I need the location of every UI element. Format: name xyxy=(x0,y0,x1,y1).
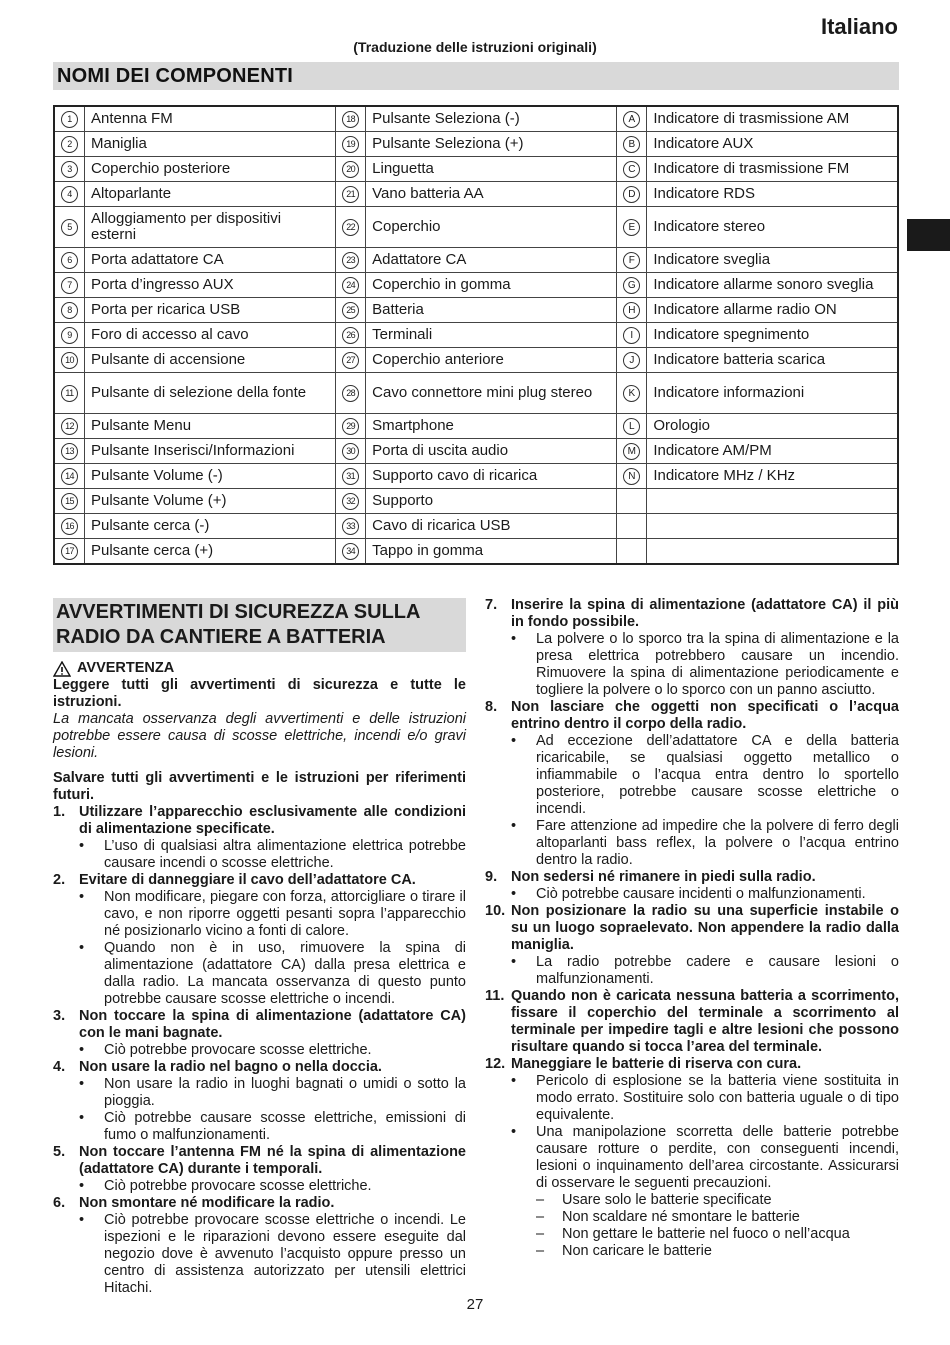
item-number: 2. xyxy=(53,872,66,888)
part-number-badge: 26 xyxy=(342,327,359,344)
part-number-cell xyxy=(617,439,647,464)
part-number-cell xyxy=(336,489,366,514)
bullet-point xyxy=(485,1124,899,1192)
part-name-cell: Tappo in gomma xyxy=(366,539,617,565)
bullet-icon: • xyxy=(511,1124,517,1140)
part-number-cell xyxy=(617,489,647,514)
components-row xyxy=(54,207,898,248)
document-subtitle: (Traduzione delle istruzioni originali) xyxy=(353,39,597,55)
bullet-point xyxy=(53,1178,466,1195)
part-name-cell: Indicatore informazioni xyxy=(647,373,898,414)
part-name-cell: Pulsante Menu xyxy=(85,414,336,439)
part-number-badge: 24 xyxy=(342,277,359,294)
part-number-badge: 12 xyxy=(61,418,78,435)
part-number-cell xyxy=(54,323,85,348)
item-heading: Non toccare l’antenna FM né la spina di alimentazione (adattatore CA) durante i temporali. xyxy=(79,1144,466,1177)
bullet-icon: • xyxy=(511,886,517,902)
part-number-cell xyxy=(54,248,85,273)
part-name-cell: Cavo connettore mini plug stereo xyxy=(366,373,617,414)
part-number-badge: 19 xyxy=(342,136,359,153)
bullet-point xyxy=(53,1042,466,1059)
part-name-cell: Indicatore allarme radio ON xyxy=(647,298,898,323)
bullet-point xyxy=(485,818,899,869)
part-number-badge: B xyxy=(623,136,640,153)
part-number-badge: 31 xyxy=(342,468,359,485)
part-name-cell: Terminali xyxy=(366,323,617,348)
bullet-icon: • xyxy=(511,954,517,970)
components-row xyxy=(54,157,898,182)
dash-icon: – xyxy=(536,1192,545,1208)
bullet-text: Non usare la radio in luoghi bagnati o umidi o sotto la pioggia. xyxy=(104,1076,466,1109)
part-name-cell: Supporto xyxy=(366,489,617,514)
components-row xyxy=(54,489,898,514)
bullet-icon: • xyxy=(79,1076,85,1092)
part-name-cell: Linguetta xyxy=(366,157,617,182)
part-number-cell xyxy=(617,514,647,539)
part-name-cell: Coperchio in gomma xyxy=(366,273,617,298)
part-number-badge: 13 xyxy=(61,443,78,460)
bullet-text: Ciò potrebbe provocare scosse elettriche. xyxy=(104,1178,372,1194)
part-number-cell xyxy=(336,348,366,373)
item-heading: Non usare la radio nel bagno o nella doccia. xyxy=(79,1059,382,1075)
bullet-point xyxy=(53,1212,466,1297)
components-row xyxy=(54,514,898,539)
components-row xyxy=(54,182,898,207)
part-number-cell xyxy=(617,106,647,132)
part-number-badge: 8 xyxy=(61,302,78,319)
part-number-cell xyxy=(54,207,85,248)
bullet-icon: • xyxy=(79,1042,85,1058)
part-number-badge: 1 xyxy=(61,111,78,128)
part-number-badge: 34 xyxy=(342,543,359,560)
part-number-badge: F xyxy=(623,252,640,269)
warning-heading xyxy=(53,660,466,677)
part-name-cell: Coperchio anteriore xyxy=(366,348,617,373)
part-number-badge: 29 xyxy=(342,418,359,435)
part-name-cell: Antenna FM xyxy=(85,106,336,132)
part-number-cell xyxy=(54,464,85,489)
bullet-point xyxy=(53,1110,466,1144)
bullet-text: Ciò potrebbe causare scosse elettriche, emissioni di fumo o malfunzionamenti. xyxy=(104,1110,466,1143)
item-number: 11. xyxy=(485,988,505,1004)
bullet-icon: • xyxy=(79,1212,85,1228)
item-heading: Utilizzare l’apparecchio esclusivamente alle condizioni di alimentazione specificate. xyxy=(79,804,466,837)
part-number-cell xyxy=(54,539,85,565)
part-number-cell xyxy=(54,439,85,464)
part-number-cell xyxy=(336,439,366,464)
bullet-text: Ad eccezione dell’adattatore CA e della batteria ricaricabile, se qualsiasi oggetto metallico o infiammabile o l’acqua entra dentro lo sportello posteriore, potrebbe causare scosse elettriche o incendi. xyxy=(536,733,899,817)
dash-point xyxy=(485,1243,899,1260)
part-number-badge: 21 xyxy=(342,186,359,203)
part-number-cell xyxy=(54,348,85,373)
bullet-icon: • xyxy=(79,940,85,956)
bullet-text: Una manipolazione scorretta delle batterie potrebbe causare rotture o perdite, con conseguenti incendi, lesioni o inquinamento dell’area circostante. Assicurarsi di osservare le seguenti precauzioni. xyxy=(536,1124,899,1191)
part-number-badge: 2 xyxy=(61,136,78,153)
safety-item xyxy=(485,699,899,869)
bullet-point xyxy=(53,1076,466,1110)
components-row xyxy=(54,373,898,414)
dash-icon: – xyxy=(536,1226,545,1242)
part-number-badge: 27 xyxy=(342,352,359,369)
item-number: 10. xyxy=(485,903,506,919)
part-number-cell xyxy=(336,298,366,323)
part-name-cell: Porta adattatore CA xyxy=(85,248,336,273)
part-number-badge: 17 xyxy=(61,543,78,560)
part-number-badge: 28 xyxy=(342,385,359,402)
part-number-badge: J xyxy=(623,352,640,369)
item-number: 9. xyxy=(485,869,498,885)
part-name-cell: Alloggiamento per dispositivi esterni xyxy=(85,207,336,248)
dash-point xyxy=(485,1209,899,1226)
part-name-cell: Indicatore allarme sonoro sveglia xyxy=(647,273,898,298)
bullet-text: Ciò potrebbe provocare scosse elettriche. xyxy=(104,1042,372,1058)
bullet-icon: • xyxy=(79,838,85,854)
item-heading: Non smontare né modificare la radio. xyxy=(79,1195,335,1211)
part-name-cell: Porta d’ingresso AUX xyxy=(85,273,336,298)
item-number: 12. xyxy=(485,1056,506,1072)
part-name-cell: Indicatore spegnimento xyxy=(647,323,898,348)
part-name-cell: Indicatore AUX xyxy=(647,132,898,157)
components-row xyxy=(54,248,898,273)
part-number-cell xyxy=(336,248,366,273)
part-number-cell xyxy=(617,323,647,348)
part-number-cell xyxy=(336,464,366,489)
part-name-cell: Indicatore AM/PM xyxy=(647,439,898,464)
part-number-badge: 20 xyxy=(342,161,359,178)
part-number-cell xyxy=(54,106,85,132)
dash-icon: – xyxy=(536,1209,545,1225)
bullet-text: Pericolo di esplosione se la batteria viene sostituita in modo errato. Sostituire solo con batteria uguale o di tipo equivalente. xyxy=(536,1073,899,1123)
item-heading: Non posizionare la radio su una superficie instabile o su un luogo sopraelevato. Non appendere la radio dalla maniglia. xyxy=(511,903,899,953)
bullet-point xyxy=(485,631,899,699)
bullet-point xyxy=(485,1073,899,1124)
part-number-cell xyxy=(617,273,647,298)
part-number-cell xyxy=(617,414,647,439)
part-number-cell xyxy=(336,132,366,157)
part-name-cell: Cavo di ricarica USB xyxy=(366,514,617,539)
bullet-text: La radio potrebbe cadere e causare lesioni o malfunzionamenti. xyxy=(536,954,899,987)
bullet-icon: • xyxy=(511,733,517,749)
part-number-cell xyxy=(617,157,647,182)
part-number-badge: 30 xyxy=(342,443,359,460)
section-title-components: NOMI DEI COMPONENTI xyxy=(53,62,899,90)
part-name-cell: Porta di uscita audio xyxy=(366,439,617,464)
part-number-cell xyxy=(54,514,85,539)
part-number-badge: L xyxy=(623,418,640,435)
part-number-badge: 32 xyxy=(342,493,359,510)
part-name-cell: Pulsante Volume (+) xyxy=(85,489,336,514)
bullet-text: Ciò potrebbe causare incidenti o malfunzionamenti. xyxy=(536,886,866,902)
part-name-cell: Smartphone xyxy=(366,414,617,439)
language-label: Italiano xyxy=(820,14,898,39)
part-number-badge: 3 xyxy=(61,161,78,178)
part-number-cell xyxy=(54,273,85,298)
bullet-text: Non modificare, piegare con forza, attorcigliare o tirare il cavo, e non riporre oggetti pesanti sopra l’apparecchio né posizionarlo vicino a fonti di calore. xyxy=(104,889,466,939)
part-number-cell xyxy=(54,298,85,323)
part-number-cell xyxy=(617,373,647,414)
part-name-cell: Indicatore di trasmissione AM xyxy=(647,106,898,132)
item-number: 8. xyxy=(485,699,498,715)
save-note: Salvare tutti gli avvertimenti e le istruzioni per riferimenti futuri. xyxy=(53,770,466,803)
dash-point xyxy=(485,1192,899,1209)
components-row xyxy=(54,106,898,132)
part-number-badge: A xyxy=(623,111,640,128)
part-number-badge: 23 xyxy=(342,252,359,269)
part-number-badge: 7 xyxy=(61,277,78,294)
item-heading: Evitare di danneggiare il cavo dell’adattatore CA. xyxy=(79,872,416,888)
components-row xyxy=(54,132,898,157)
part-number-badge: I xyxy=(623,327,640,344)
safety-item xyxy=(53,1059,466,1144)
part-name-cell: Orologio xyxy=(647,414,898,439)
safety-column-right xyxy=(485,597,899,1260)
part-number-cell xyxy=(617,464,647,489)
bullet-point xyxy=(485,954,899,988)
dash-text: Non scaldare né smontare le batterie xyxy=(562,1209,800,1225)
part-name-cell: Coperchio posteriore xyxy=(85,157,336,182)
part-number-badge: K xyxy=(623,385,640,402)
part-number-badge: 33 xyxy=(342,518,359,535)
part-name-cell: Coperchio xyxy=(366,207,617,248)
bullet-point xyxy=(53,940,466,1008)
bullet-point xyxy=(485,886,899,903)
part-name-cell: Pulsante cerca (+) xyxy=(85,539,336,565)
part-name-cell: Pulsante cerca (-) xyxy=(85,514,336,539)
components-row xyxy=(54,298,898,323)
safety-item xyxy=(485,597,899,699)
bullet-point xyxy=(53,838,466,872)
bullet-icon: • xyxy=(79,1110,85,1126)
part-number-cell xyxy=(336,373,366,414)
dash-icon: – xyxy=(536,1243,545,1259)
part-name-cell: Indicatore RDS xyxy=(647,182,898,207)
part-number-cell xyxy=(336,539,366,565)
part-number-cell xyxy=(336,207,366,248)
part-name-cell: Indicatore sveglia xyxy=(647,248,898,273)
part-number-badge: 22 xyxy=(342,219,359,236)
part-number-cell xyxy=(336,323,366,348)
bullet-point xyxy=(53,889,466,940)
part-name-cell xyxy=(647,539,898,565)
components-row xyxy=(54,464,898,489)
part-number-badge: 18 xyxy=(342,111,359,128)
safety-item xyxy=(485,869,899,903)
part-number-cell xyxy=(54,414,85,439)
part-number-badge: H xyxy=(623,302,640,319)
dash-text: Non gettare le batterie nel fuoco o nell’acqua xyxy=(562,1226,850,1242)
part-number-badge: 25 xyxy=(342,302,359,319)
part-name-cell: Altoparlante xyxy=(85,182,336,207)
components-table xyxy=(53,105,899,565)
dash-text: Usare solo le batterie specificate xyxy=(562,1192,772,1208)
part-number-cell xyxy=(617,207,647,248)
part-name-cell: Indicatore MHz / KHz xyxy=(647,464,898,489)
bullet-icon: • xyxy=(79,1178,85,1194)
safety-item xyxy=(485,903,899,988)
safety-column-left xyxy=(53,598,466,1297)
item-number: 6. xyxy=(53,1195,66,1211)
bullet-text: Ciò potrebbe provocare scosse elettriche o incendi. Le ispezioni e le riparazioni devono essere eseguite dal negozio dove è avvenuto l’acquisto oppure presso un centro di assistenza autorizzato per utensili elettrici Hitachi. xyxy=(104,1212,466,1296)
part-number-badge: 15 xyxy=(61,493,78,510)
item-heading: Maneggiare le batterie di riserva con cura. xyxy=(511,1056,802,1072)
part-name-cell: Supporto cavo di ricarica xyxy=(366,464,617,489)
part-number-cell xyxy=(336,273,366,298)
item-heading: Inserire la spina di alimentazione (adattatore CA) il più in fondo possibile. xyxy=(511,597,899,630)
components-row xyxy=(54,348,898,373)
part-name-cell: Pulsante di accensione xyxy=(85,348,336,373)
dash-point xyxy=(485,1226,899,1243)
safety-item xyxy=(485,1056,899,1260)
bullet-icon: • xyxy=(511,631,517,647)
part-number-cell xyxy=(617,348,647,373)
part-number-badge: 11 xyxy=(61,385,78,402)
part-number-cell xyxy=(617,539,647,565)
intro-italic: La mancata osservanza degli avvertimenti e delle istruzioni potrebbe essere causa di scosse elettriche, incendi e/o gravi lesioni. xyxy=(53,711,466,761)
safety-item xyxy=(485,988,899,1056)
bullet-point xyxy=(485,733,899,818)
part-number-badge: M xyxy=(623,443,640,460)
part-number-cell xyxy=(336,514,366,539)
item-number: 5. xyxy=(53,1144,66,1160)
item-heading: Non sedersi né rimanere in piedi sulla radio. xyxy=(511,869,816,885)
part-number-badge: 10 xyxy=(61,352,78,369)
part-number-cell xyxy=(336,414,366,439)
part-number-badge: D xyxy=(623,186,640,203)
item-number: 3. xyxy=(53,1008,66,1024)
part-name-cell: Foro di accesso al cavo xyxy=(85,323,336,348)
bullet-icon: • xyxy=(511,818,517,834)
part-name-cell xyxy=(647,514,898,539)
part-name-cell: Pulsante Seleziona (+) xyxy=(366,132,617,157)
part-name-cell: Pulsante Volume (-) xyxy=(85,464,336,489)
bullet-text: L’uso di qualsiasi altra alimentazione elettrica potrebbe causare incendi o scosse elettriche. xyxy=(104,838,466,871)
item-number: 7. xyxy=(485,597,498,613)
part-number-badge: 14 xyxy=(61,468,78,485)
part-number-badge: N xyxy=(623,468,640,485)
page-number: 27 xyxy=(466,1296,484,1313)
part-name-cell: Batteria xyxy=(366,298,617,323)
components-row xyxy=(54,414,898,439)
part-name-cell: Pulsante di selezione della fonte xyxy=(85,373,336,414)
part-name-cell: Adattatore CA xyxy=(366,248,617,273)
part-number-cell xyxy=(336,157,366,182)
part-name-cell: Vano batteria AA xyxy=(366,182,617,207)
components-row xyxy=(54,323,898,348)
safety-item xyxy=(53,1008,466,1059)
part-number-cell xyxy=(336,106,366,132)
part-number-badge: 5 xyxy=(61,219,78,236)
bullet-text: Fare attenzione ad impedire che la polvere di ferro degli altoparlanti bass reflex, la polvere o l’acqua entrino dentro la radio. xyxy=(536,818,899,868)
safety-item xyxy=(53,872,466,1008)
part-number-badge: E xyxy=(623,219,640,236)
item-heading: Non toccare la spina di alimentazione (adattatore CA) con le mani bagnate. xyxy=(79,1008,466,1041)
item-number: 4. xyxy=(53,1059,66,1075)
dash-text: Non caricare le batterie xyxy=(562,1243,712,1259)
part-number-cell xyxy=(617,132,647,157)
part-number-cell xyxy=(617,298,647,323)
part-name-cell: Porta per ricarica USB xyxy=(85,298,336,323)
part-number-badge: 9 xyxy=(61,327,78,344)
components-row xyxy=(54,439,898,464)
part-number-cell xyxy=(54,373,85,414)
part-number-cell xyxy=(54,157,85,182)
bullet-text: La polvere o lo sporco tra la spina di alimentazione e la presa elettrica potrebbero causare un incendio. Rimuovere la spina di alimentazione periodicamente e togliere la polvere o lo sporco con un panno asciutto. xyxy=(536,631,899,698)
warning-label: AVVERTENZA xyxy=(77,660,175,676)
part-name-cell: Pulsante Seleziona (-) xyxy=(366,106,617,132)
part-number-badge: 16 xyxy=(61,518,78,535)
part-number-badge: 6 xyxy=(61,252,78,269)
part-name-cell: Indicatore stereo xyxy=(647,207,898,248)
bullet-text: Quando non è in uso, rimuovere la spina di alimentazione (adattatore CA) dalla presa elettrica e dalla radio. La mancata osservanza di questo punto potrebbe causare scosse elettriche o incendi. xyxy=(104,940,466,1007)
part-number-cell xyxy=(54,132,85,157)
bullet-icon: • xyxy=(79,889,85,905)
part-number-cell xyxy=(617,248,647,273)
components-row xyxy=(54,539,898,565)
part-name-cell: Indicatore di trasmissione FM xyxy=(647,157,898,182)
chapter-tab-marker xyxy=(907,219,950,251)
item-number: 1. xyxy=(53,804,66,820)
part-number-cell xyxy=(617,182,647,207)
safety-item xyxy=(53,1144,466,1195)
part-number-cell xyxy=(54,182,85,207)
item-heading: Quando non è caricata nessuna batteria a scorrimento, fissare il coperchio del terminale a scorrimento al terminale per impedire tagli e altre lesioni che possono risultare quando si tocca l’area del terminale. xyxy=(511,988,899,1055)
part-name-cell xyxy=(647,489,898,514)
part-name-cell: Pulsante Inserisci/Informazioni xyxy=(85,439,336,464)
part-name-cell: Maniglia xyxy=(85,132,336,157)
safety-item xyxy=(53,1195,466,1297)
part-name-cell: Indicatore batteria scarica xyxy=(647,348,898,373)
part-number-cell xyxy=(54,489,85,514)
part-number-badge: 4 xyxy=(61,186,78,203)
components-row xyxy=(54,273,898,298)
intro-bold: Leggere tutti gli avvertimenti di sicurezza e tutte le istruzioni. xyxy=(53,677,466,710)
part-number-badge: G xyxy=(623,277,640,294)
part-number-cell xyxy=(336,182,366,207)
section-title-safety: AVVERTIMENTI DI SICUREZZA SULLA RADIO DA CANTIERE A BATTERIA xyxy=(53,598,466,652)
item-heading: Non lasciare che oggetti non specificati o l’acqua entrino dentro il corpo della radio. xyxy=(511,699,899,732)
safety-item xyxy=(53,804,466,872)
bullet-icon: • xyxy=(511,1073,517,1089)
part-number-badge: C xyxy=(623,161,640,178)
warning-triangle-icon xyxy=(53,661,71,677)
